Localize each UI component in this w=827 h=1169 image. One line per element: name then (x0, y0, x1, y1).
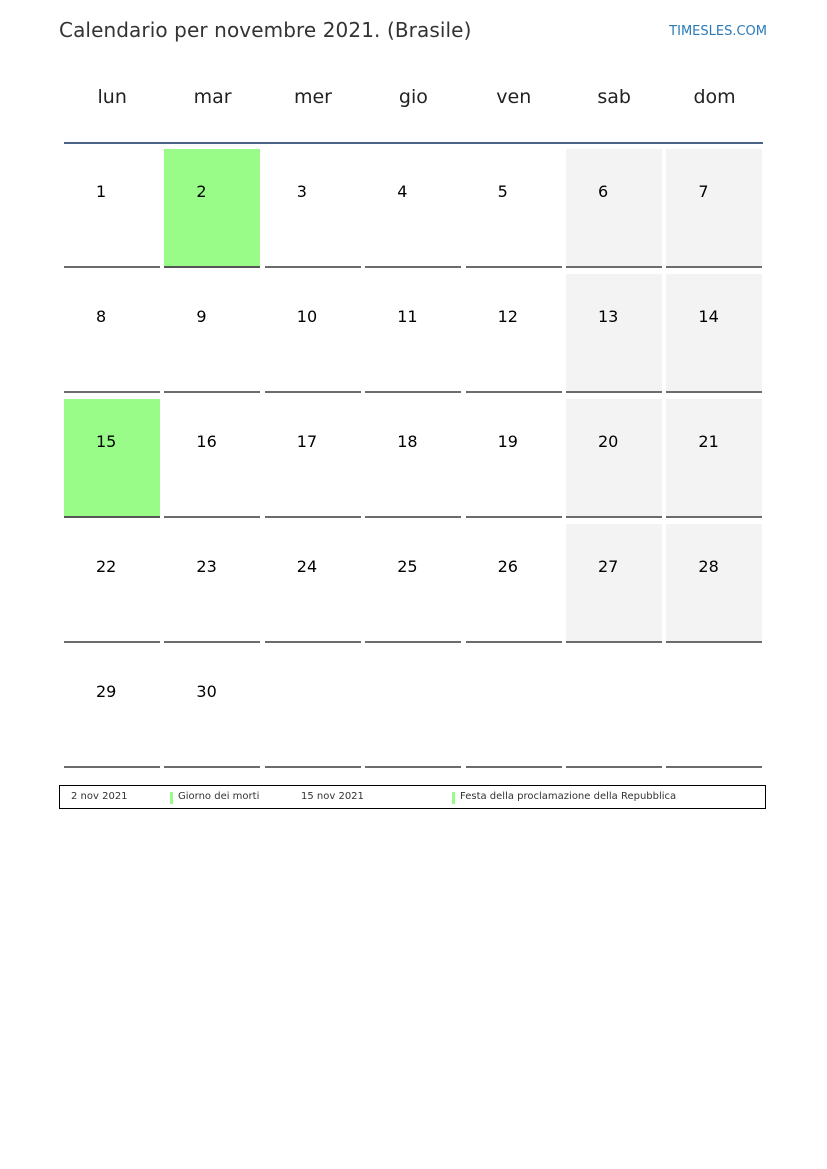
calendar-day (164, 274, 260, 393)
day-number: 21 (698, 432, 719, 451)
weekday-label: lun (97, 86, 127, 108)
calendar-day (365, 274, 461, 393)
calendar-day (265, 399, 361, 518)
calendar-day (64, 524, 160, 643)
calendar-day-empty (566, 649, 662, 768)
calendar-day-empty (265, 649, 361, 768)
day-number: 13 (598, 307, 619, 326)
legend-date: 2 nov 2021 (71, 791, 128, 802)
day-number: 4 (397, 182, 408, 201)
legend-holiday-name: Giorno dei morti (178, 791, 260, 802)
calendar-day (365, 149, 461, 268)
day-number: 6 (598, 182, 609, 201)
calendar-day (265, 274, 361, 393)
calendar-day (164, 524, 260, 643)
day-number: 1 (96, 182, 107, 201)
day-number: 3 (296, 182, 307, 201)
calendar-day (64, 649, 160, 768)
day-number: 12 (497, 307, 518, 326)
calendar-day (566, 274, 662, 393)
day-number: 26 (497, 557, 518, 576)
calendar-day (666, 399, 762, 518)
calendar-day (365, 524, 461, 643)
weekday-label: ven (496, 86, 532, 108)
day-number: 17 (296, 432, 318, 451)
day-number: 11 (397, 307, 418, 326)
day-number: 16 (196, 432, 217, 451)
calendar-day (566, 524, 662, 643)
weekday-label: dom (693, 86, 736, 108)
weekday-header (62, 86, 765, 122)
calendar-day (365, 399, 461, 518)
day-number: 19 (497, 432, 518, 451)
page-title: Calendario per novembre 2021. (Brasile) (59, 18, 472, 42)
calendar-day (466, 524, 562, 643)
legend-date: 15 nov 2021 (301, 791, 364, 802)
brand-link[interactable]: TIMESLES.COM (669, 24, 767, 39)
day-number: 5 (497, 182, 508, 201)
day-number: 27 (598, 557, 619, 576)
day-number: 7 (698, 182, 709, 201)
calendar-day (466, 149, 562, 268)
weekday-label: mar (193, 86, 232, 108)
calendar-day (666, 524, 762, 643)
day-number: 15 (96, 432, 117, 451)
day-number: 8 (96, 307, 107, 326)
weekday-label: gio (398, 86, 428, 108)
day-number: 9 (196, 307, 207, 326)
calendar-day-holiday (64, 399, 160, 518)
day-number: 10 (296, 307, 318, 326)
weekday-label: sab (597, 86, 631, 108)
legend-holiday-name: Festa della proclamazione della Repubblica (460, 791, 677, 802)
calendar-day (64, 149, 160, 268)
calendar-day (265, 524, 361, 643)
calendar-day (64, 274, 160, 393)
day-number: 23 (196, 557, 217, 576)
day-number: 30 (196, 682, 217, 701)
holiday-legend (59, 785, 766, 809)
day-number: 14 (698, 307, 719, 326)
day-number: 28 (698, 557, 719, 576)
calendar-day (666, 274, 762, 393)
calendar-day (666, 149, 762, 268)
day-number: 29 (96, 682, 117, 701)
calendar-day (466, 274, 562, 393)
day-number: 20 (598, 432, 619, 451)
day-number: 24 (296, 557, 318, 576)
legend-color-swatch (452, 792, 455, 804)
calendar-day-empty (365, 649, 461, 768)
calendar-day (466, 399, 562, 518)
calendar-day (265, 149, 361, 268)
header-divider (64, 142, 763, 144)
calendar-day-empty (466, 649, 562, 768)
weekday-label: mer (293, 86, 332, 108)
day-number: 25 (397, 557, 418, 576)
calendar-day (164, 649, 260, 768)
day-number: 22 (96, 557, 117, 576)
calendar-day-empty (666, 649, 762, 768)
calendar-day (566, 149, 662, 268)
calendar-day-holiday (164, 149, 260, 268)
day-number: 18 (397, 432, 418, 451)
legend-color-swatch (170, 792, 173, 804)
day-number: 2 (196, 182, 207, 201)
calendar-day (164, 399, 260, 518)
calendar-day (566, 399, 662, 518)
